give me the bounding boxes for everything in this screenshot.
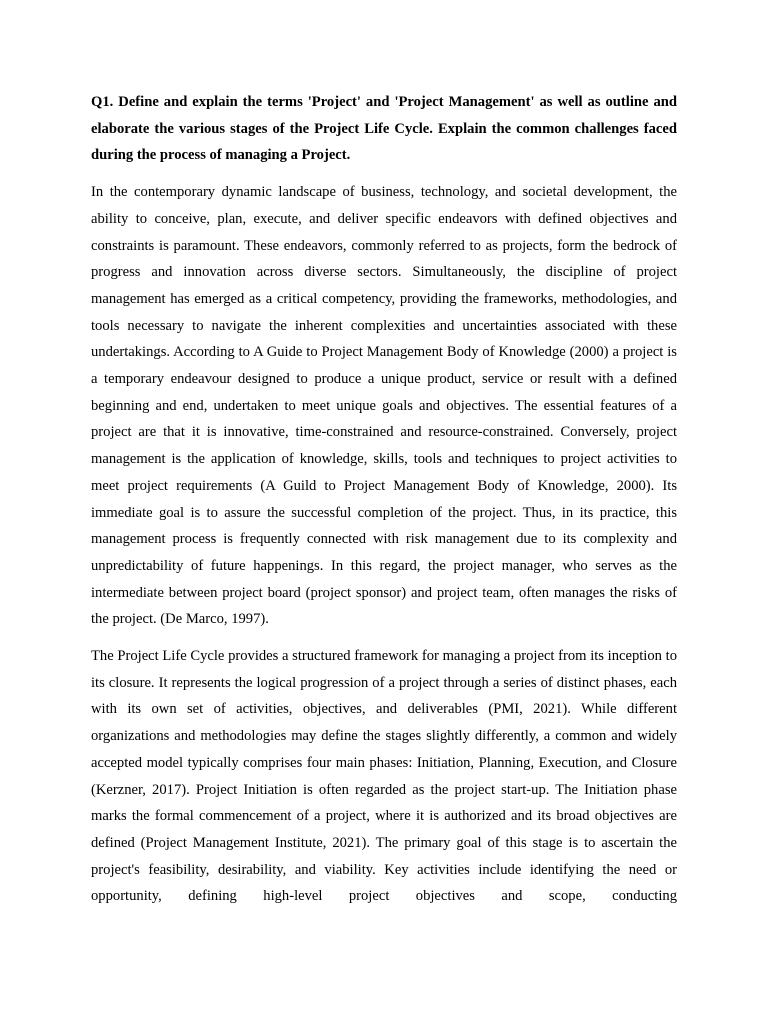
paragraph-project-life-cycle: The Project Life Cycle provides a structured framework for managing a project from its inception to its closure. It represents the logical progression of a project through a series of distinct phases, each with its own set of activities, objectives, and deliverables (PMI, 2021). While different organizations and methodologies may define the stages slightly differently, a common and widely accepted model typically comprises four main phases: Initiation, Planning, Execution, and Closure (Kerzner, 2017). Project Initiation is often regarded as the project start-up. The Initiation phase marks the formal commencement of a project, where it is authorized and its broad objectives are defined (Project Management Institute, 2021). The primary goal of this stage is to ascertain the project's feasibility, desirability, and viability. Key activities include identifying the need or opportunity, defining high-level project objectives and scope, conducting xyxy=(91,648,677,905)
question-heading: Q1. Define and explain the terms 'Project' and 'Project Management' as well as outline and elaborate the various stages of the Project Life Cycle. Explain the common challenges faced during the process of managing a Project. xyxy=(91,94,677,164)
paragraph-introduction: In the contemporary dynamic landscape of business, technology, and societal development, the ability to conceive, plan, execute, and deliver specific endeavors with defined objectives and constraints is paramount. These endeavors, commonly referred to as projects, form the bedrock of progress and innovation across diverse sectors. Simultaneously, the discipline of project management has emerged as a critical competency, providing the frameworks, methodologies, and tools necessary to navigate the inherent complexities and uncertainties associated with these undertakings. According to A Guide to Project Management Body of Knowledge (2000) a project is a temporary endeavour designed to produce a unique product, service or result with a defined beginning and end, undertaken to meet unique goals and objectives. The essential features of a project are that it is innovative, time-constrained and resource-constrained. Conversely, project management is the application of knowledge, skills, tools and techniques to project activities to meet project requirements (A Guild to Project Management Body of Knowledge, 2000). Its immediate goal is to assure the successful completion of the project. Thus, in its practice, this management process is frequently connected with risk management due to its complexity and unpredictability of future happenings. In this regard, the project manager, who serves as the intermediate between project board (project sponsor) and project team, often manages the risks of the project. (De Marco, 1997). xyxy=(91,184,677,628)
document-body xyxy=(91,89,677,920)
